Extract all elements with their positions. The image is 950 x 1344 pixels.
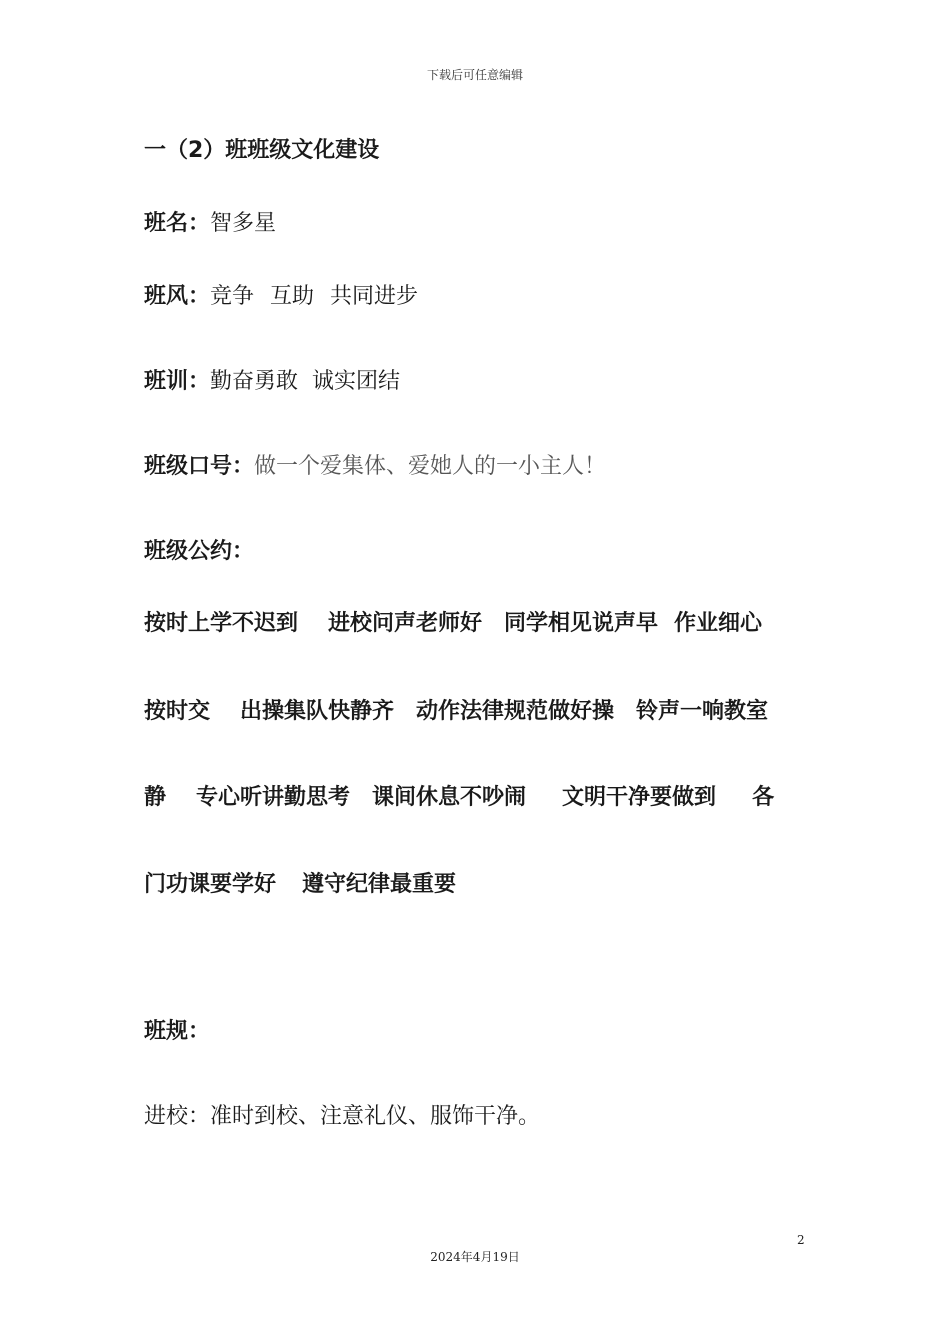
convention-line: [144, 870, 456, 900]
convention-phrase: 出操集队快静齐: [240, 699, 395, 724]
class-slogan-label: 班级口号：: [144, 454, 255, 479]
class-style-item: 互助: [270, 284, 315, 309]
class-style-label: 班风：: [144, 284, 211, 309]
class-style-item: 竞争: [210, 284, 255, 309]
convention-phrase: 按时交: [144, 699, 211, 724]
convention-phrase: 专心听讲勤思考: [196, 785, 351, 810]
page-number: 2: [797, 1233, 805, 1247]
class-rules-entry: 进校：准时到校、注意礼仪、服饰干净。: [144, 1104, 541, 1129]
convention-phrase: 各: [752, 785, 775, 810]
class-motto-item: 诚实团结: [312, 369, 401, 394]
class-convention-label: 班级公约：: [144, 539, 255, 564]
class-motto-line: [144, 367, 400, 397]
class-name-line: [144, 209, 276, 239]
class-motto-label: 班训：: [144, 369, 211, 394]
convention-phrase: 门功课要学好: [144, 872, 277, 897]
convention-phrase: 按时上学不迟到: [144, 611, 299, 636]
class-rules-label: 班规：: [144, 1019, 211, 1044]
class-name-label: 班名：: [144, 211, 211, 236]
document-title: 一（2）班班级文化建设: [144, 138, 380, 163]
convention-phrase: 同学相见说声早: [504, 611, 659, 636]
convention-line: [144, 783, 774, 813]
class-style-line: [144, 282, 418, 312]
class-name-value: 智多星: [210, 211, 277, 236]
convention-phrase: 动作法律规范做好操: [416, 699, 615, 724]
convention-phrase: 作业细心: [674, 611, 763, 636]
convention-phrase: 文明干净要做到: [562, 785, 717, 810]
convention-line: [144, 697, 768, 727]
footer-date: 2024年4月19日: [430, 1250, 520, 1264]
class-slogan-value: 做一个爱集体、爱她人的一小主人！: [254, 454, 607, 479]
convention-phrase: 静: [144, 785, 167, 810]
convention-phrase: 铃声一响教室: [636, 699, 769, 724]
class-slogan-line: [144, 452, 606, 482]
convention-line: [144, 609, 762, 639]
class-style-item: 共同进步: [330, 284, 419, 309]
convention-phrase: 课间休息不吵闹: [372, 785, 527, 810]
header-note: 下载后可任意编辑: [426, 68, 523, 82]
convention-phrase: 进校问声老师好: [328, 611, 483, 636]
class-motto-item: 勤奋勇敢: [210, 369, 299, 394]
convention-phrase: 遵守纪律最重要: [302, 872, 457, 897]
